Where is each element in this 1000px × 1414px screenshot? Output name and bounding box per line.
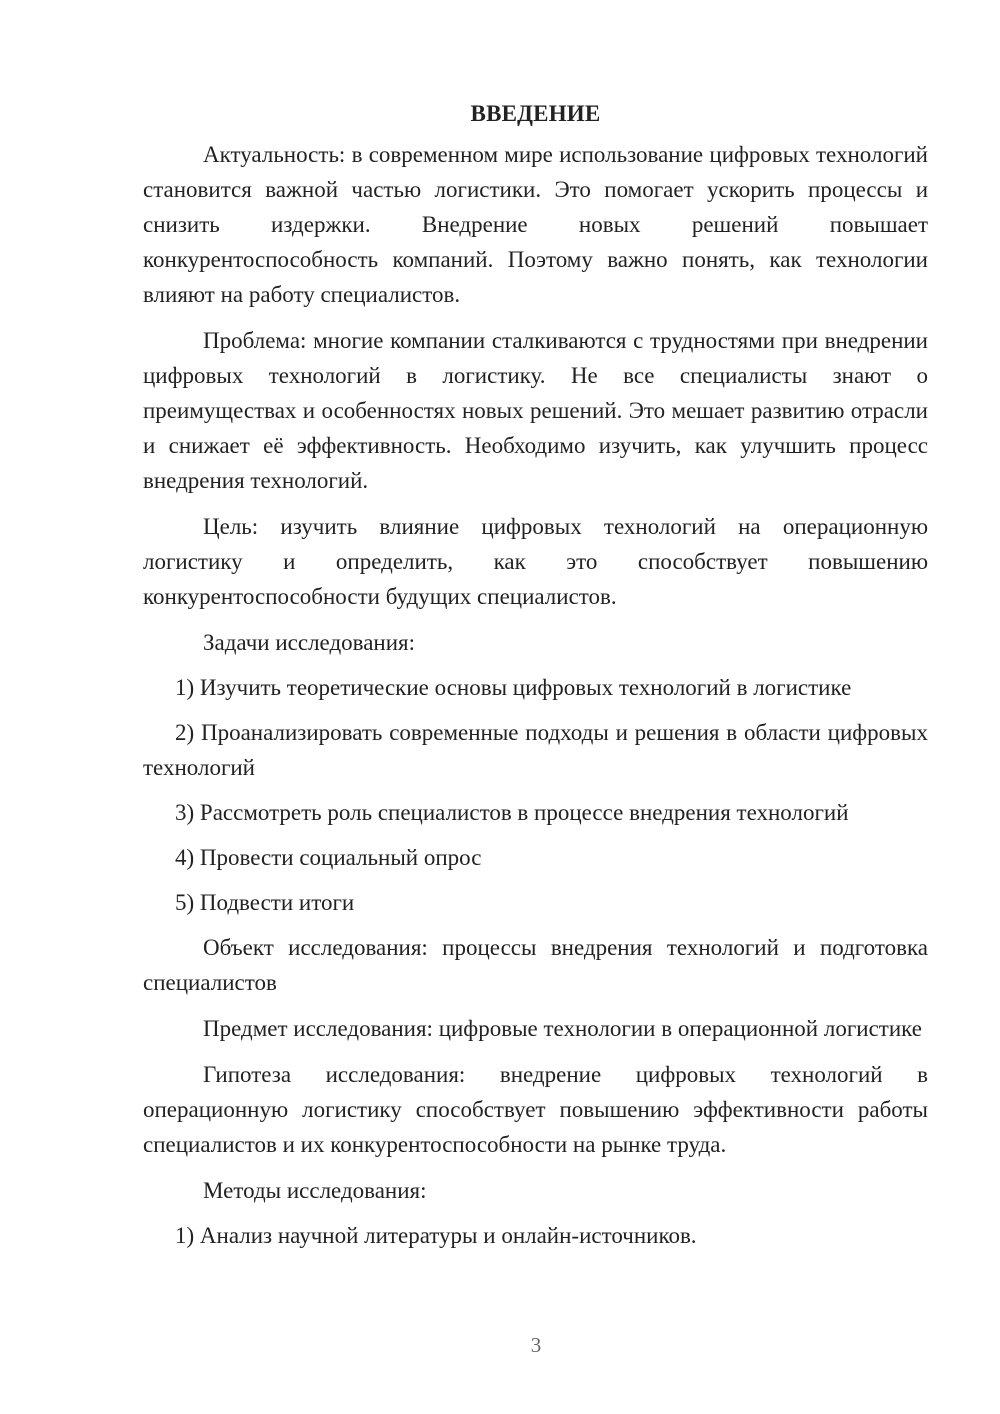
- problem-paragraph: Проблема: многие компании сталкиваются с трудностями при внедрении цифровых технологий в логистику. Не все специалисты знают о преимуществах и особенностях новых решений. Это мешает развитию отрасли и снижает её эффективность. Необходимо изучить, как улучшить процесс внедрения технологий.: [143, 328, 928, 493]
- subject-paragraph: Предмет исследования: цифровые технологии в операционной логистике: [203, 1016, 922, 1041]
- hypothesis-paragraph: Гипотеза исследования: внедрение цифровых технологий в операционную логистику способствует повышению эффективности работы специалистов и их конкурентоспособности на рынке труда.: [143, 1062, 928, 1157]
- goal-paragraph: Цель: изучить влияние цифровых технологий на операционную логистику и определить, как это способствует повышению конкурентоспособности будущих специалистов.: [143, 514, 928, 609]
- object-paragraph: Объект исследования: процессы внедрения технологий и подготовка специалистов: [143, 935, 928, 995]
- task-item: 5) Подвести итоги: [175, 890, 355, 915]
- task-item: 4) Провести социальный опрос: [175, 845, 482, 870]
- tasks-title: Задачи исследования:: [203, 630, 416, 655]
- method-item: 1) Анализ научной литературы и онлайн-источников.: [175, 1223, 697, 1248]
- page-content: [143, 96, 928, 1263]
- section-heading: ВВЕДЕНИЕ: [470, 101, 601, 126]
- task-item: 3) Рассмотреть роль специалистов в процессе внедрения технологий: [175, 800, 849, 825]
- page-number: 3: [530, 1333, 542, 1357]
- methods-title: Методы исследования:: [203, 1178, 427, 1203]
- task-item: 2) Проанализировать современные подходы и решения в области цифровых технологий: [143, 720, 928, 780]
- relevance-paragraph: Актуальность: в современном мире использование цифровых технологий становится важной частью логистики. Это помогает ускорить процессы и снизить издержки. Внедрение новых решений повышает конкурентоспособность компаний. Поэтому важно понять, как технологии влияют на работу специалистов.: [143, 142, 928, 307]
- task-item: 1) Изучить теоретические основы цифровых технологий в логистике: [175, 675, 852, 700]
